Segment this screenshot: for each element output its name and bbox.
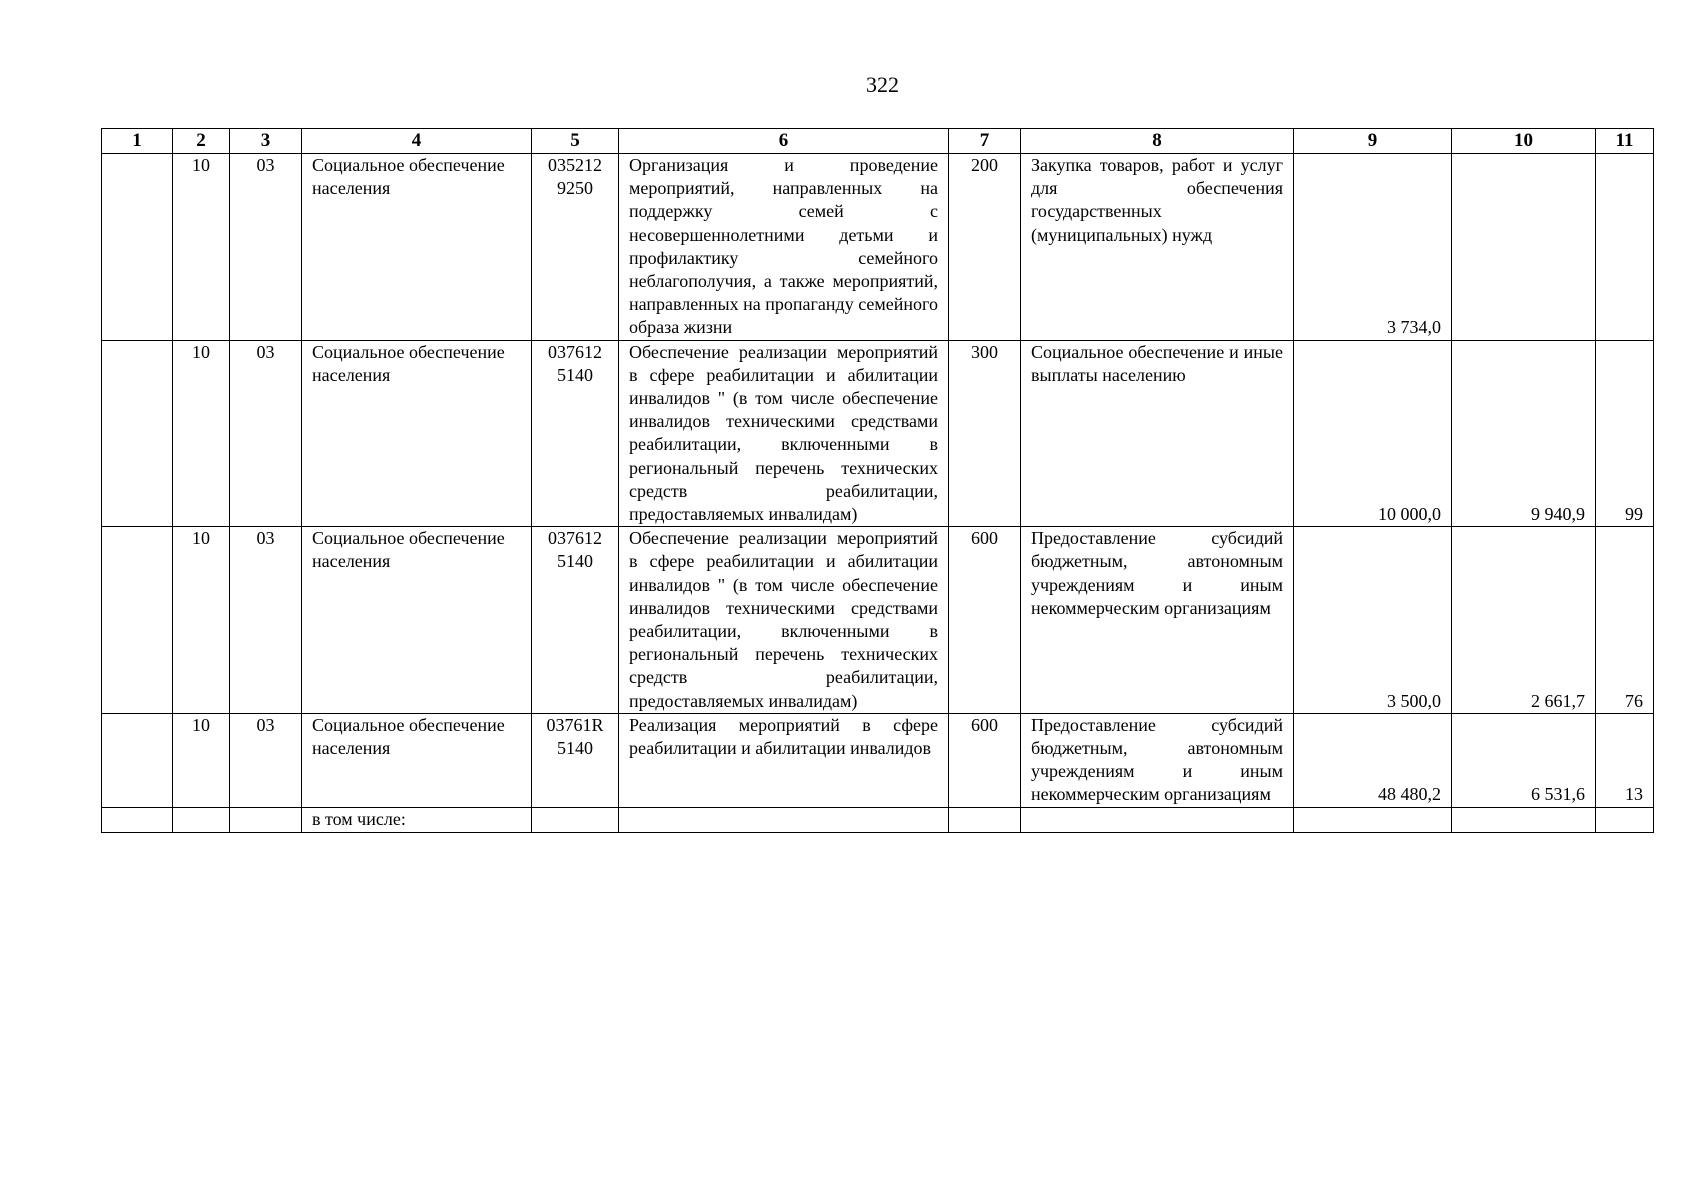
page-number: 322 [866, 72, 899, 97]
cell-section-name: Социальное обеспечение населения [302, 340, 532, 527]
column-header: 5 [532, 129, 619, 154]
cell-planned-amount: 3 734,0 [1294, 154, 1452, 341]
cell-percent [1596, 154, 1654, 341]
table-row-including [102, 807, 1654, 832]
table-row [102, 527, 1654, 714]
column-header: 2 [173, 129, 230, 154]
cell-expense-type: 600 [949, 527, 1021, 714]
table-header-row [102, 129, 1654, 154]
cell-target-code: 03761R 5140 [532, 713, 619, 807]
cell-section: 10 [173, 154, 230, 341]
column-header: 8 [1021, 129, 1294, 154]
cell-actual-amount: 6 531,6 [1452, 713, 1596, 807]
cell-target-code: 035212 9250 [532, 154, 619, 341]
cell-expense-type: 300 [949, 340, 1021, 527]
cell-planned-amount: 3 500,0 [1294, 527, 1452, 714]
cell-target-code: 037612 5140 [532, 527, 619, 714]
cell-expense-type-name: Предоставление субсидий бюджетным, автономным учреждениям и иным некоммерческим организациям [1021, 527, 1294, 714]
column-header: 11 [1596, 129, 1654, 154]
cell-subsection: 03 [230, 527, 302, 714]
cell-col-1 [102, 154, 173, 341]
cell-actual-amount [1452, 154, 1596, 341]
cell-program-name: Обеспечение реализации мероприятий в сфере реабилитации и абилитации инвалидов " (в том числе обеспечение инвалидов техническими средствами реабилитации, включенными в региональный перечень технических средств реабилитации, предоставляемых инвалидам) [619, 340, 949, 527]
cell-section-name: Социальное обеспечение населения [302, 713, 532, 807]
cell-expense-type: 600 [949, 713, 1021, 807]
cell-section: 10 [173, 713, 230, 807]
cell-subsection: 03 [230, 713, 302, 807]
cell-subsection: 03 [230, 340, 302, 527]
cell-actual-amount: 9 940,9 [1452, 340, 1596, 527]
cell-section-name: Социальное обеспечение населения [302, 154, 532, 341]
table-row [102, 713, 1654, 807]
budget-table [101, 128, 1654, 833]
cell-percent: 13 [1596, 713, 1654, 807]
cell-expense-type-name: Закупка товаров, работ и услуг для обеспечения государственных (муниципальных) нужд [1021, 154, 1294, 341]
cell-empty [1452, 807, 1596, 832]
cell-section-name: Социальное обеспечение населения [302, 527, 532, 714]
column-header: 3 [230, 129, 302, 154]
cell-percent: 76 [1596, 527, 1654, 714]
cell-empty [102, 807, 173, 832]
cell-empty [1596, 807, 1654, 832]
cell-including-label: в том числе: [302, 807, 532, 832]
cell-percent: 99 [1596, 340, 1654, 527]
cell-planned-amount: 48 480,2 [1294, 713, 1452, 807]
cell-expense-type: 200 [949, 154, 1021, 341]
cell-col-1 [102, 527, 173, 714]
cell-subsection: 03 [230, 154, 302, 341]
cell-empty [230, 807, 302, 832]
column-header: 9 [1294, 129, 1452, 154]
cell-empty [173, 807, 230, 832]
cell-col-1 [102, 340, 173, 527]
cell-empty [949, 807, 1021, 832]
cell-empty [1294, 807, 1452, 832]
column-header: 6 [619, 129, 949, 154]
cell-empty [1021, 807, 1294, 832]
cell-empty [532, 807, 619, 832]
cell-target-code: 037612 5140 [532, 340, 619, 527]
table-row [102, 340, 1654, 527]
cell-expense-type-name: Социальное обеспечение и иные выплаты населению [1021, 340, 1294, 527]
cell-section: 10 [173, 340, 230, 527]
column-header: 4 [302, 129, 532, 154]
cell-planned-amount: 10 000,0 [1294, 340, 1452, 527]
cell-program-name: Реализация мероприятий в сфере реабилитации и абилитации инвалидов [619, 713, 949, 807]
cell-program-name: Организация и проведение мероприятий, направленных на поддержку семей с несовершеннолетними детьми и профилактику семейного неблагополучия, а также мероприятий, направленных на пропаганду семейного образа жизни [619, 154, 949, 341]
column-header: 7 [949, 129, 1021, 154]
cell-expense-type-name: Предоставление субсидий бюджетным, автономным учреждениям и иным некоммерческим организациям [1021, 713, 1294, 807]
cell-empty [619, 807, 949, 832]
column-header: 10 [1452, 129, 1596, 154]
cell-program-name: Обеспечение реализации мероприятий в сфере реабилитации и абилитации инвалидов " (в том числе обеспечение инвалидов техническими средствами реабилитации, включенными в региональный перечень технических средств реабилитации, предоставляемых инвалидам) [619, 527, 949, 714]
cell-actual-amount: 2 661,7 [1452, 527, 1596, 714]
table-row [102, 154, 1654, 341]
cell-section: 10 [173, 527, 230, 714]
cell-col-1 [102, 713, 173, 807]
column-header: 1 [102, 129, 173, 154]
